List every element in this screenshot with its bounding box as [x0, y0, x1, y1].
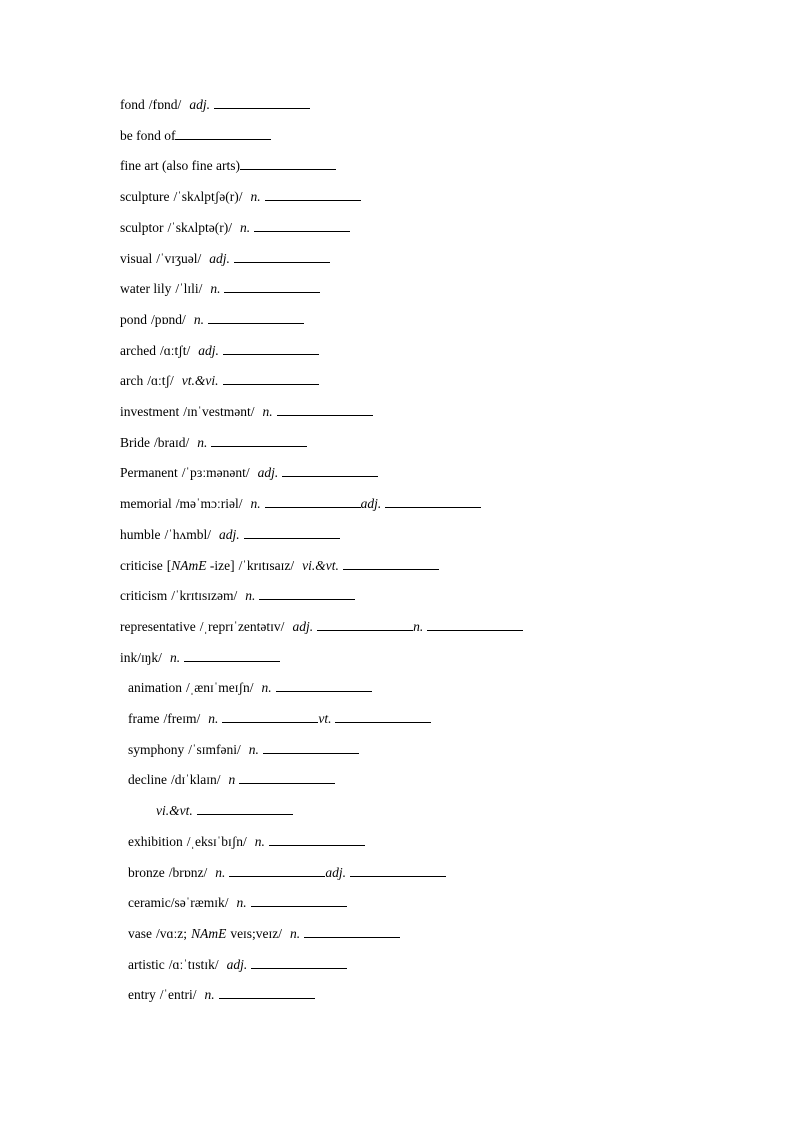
- phonetic: /ɑːˈtɪstɪk/: [168, 956, 219, 972]
- vocab-line: [148, 802, 293, 820]
- phonetic: /freɪm/: [163, 711, 201, 726]
- vocab-line: [120, 618, 523, 636]
- answer-blank[interactable]: [343, 557, 439, 570]
- part-of-speech: n.: [261, 680, 272, 696]
- part-of-speech: adj.: [189, 97, 210, 112]
- vocab-word: ceramic/səˈræmɪk/: [128, 895, 229, 911]
- phonetic: /ˈkrɪtɪsaɪz/: [238, 557, 295, 573]
- vocab-word: arch: [120, 373, 144, 389]
- part-of-speech: n.: [254, 833, 265, 849]
- answer-blank[interactable]: [251, 894, 347, 907]
- phonetic: /braɪd/: [154, 434, 190, 450]
- vocab-line: [120, 188, 361, 206]
- answer-blank[interactable]: [304, 925, 400, 938]
- vocab-word: bronze: [128, 864, 165, 880]
- answer-blank[interactable]: [251, 956, 347, 969]
- answer-blank[interactable]: [223, 372, 319, 385]
- vocab-line: [120, 127, 271, 145]
- phonetic: /məˈmɔːriəl/: [175, 496, 243, 512]
- answer-blank[interactable]: [208, 311, 304, 324]
- vocab-word: frame: [128, 711, 160, 726]
- phonetic: /ˌænɪˈmeɪʃn/: [186, 680, 254, 696]
- vocab-word: be fond of: [120, 127, 176, 143]
- answer-blank[interactable]: [350, 864, 446, 877]
- vocab-word: Permanent: [120, 465, 178, 481]
- answer-blank[interactable]: [269, 833, 365, 846]
- phonetic: /ˈvɪʒuəl/: [156, 250, 202, 266]
- vocab-line: [128, 833, 365, 851]
- part-of-speech: n.: [250, 496, 261, 512]
- vocab-note: -ize]: [206, 557, 235, 573]
- part-of-speech: n.: [262, 404, 273, 419]
- vocab-note-italic: NAmE: [171, 557, 207, 573]
- part-of-speech: vi.&vt.: [156, 803, 193, 819]
- phonetic: /ˌreprɪˈzentətɪv/: [199, 618, 285, 634]
- answer-blank[interactable]: [254, 219, 350, 232]
- answer-blank[interactable]: [427, 618, 523, 631]
- phonetic: /ˈskʌlptə(r)/: [167, 219, 232, 235]
- answer-blank[interactable]: [222, 710, 318, 723]
- part-of-speech: n.: [239, 219, 251, 235]
- phonetic: /ˈsɪmfəni/: [188, 741, 241, 757]
- phonetic: /dɪˈklaɪn/: [170, 772, 221, 788]
- vocab-word: symphony: [128, 741, 185, 757]
- answer-blank[interactable]: [277, 403, 373, 416]
- part-of-speech: n: [228, 772, 236, 788]
- vocab-note-italic: NAmE: [191, 925, 227, 941]
- vocab-line: [120, 434, 307, 452]
- answer-blank[interactable]: [223, 342, 319, 355]
- answer-blank[interactable]: [276, 679, 372, 692]
- vocab-word: animation: [128, 680, 182, 696]
- answer-blank[interactable]: [265, 495, 361, 508]
- vocab-line: [128, 679, 372, 697]
- vocab-word: arched: [120, 342, 156, 358]
- vocab-word: decline: [128, 772, 167, 788]
- part-of-speech: n.: [245, 588, 256, 604]
- vocab-line: [120, 649, 280, 667]
- answer-blank[interactable]: [224, 280, 320, 293]
- vocab-word: water lily: [120, 281, 172, 297]
- part-of-speech: n.: [215, 864, 226, 880]
- answer-blank[interactable]: [265, 188, 361, 201]
- answer-blank[interactable]: [335, 710, 431, 723]
- answer-blank[interactable]: [214, 96, 310, 109]
- part-of-speech: n.: [197, 434, 208, 450]
- vocab-line: [128, 925, 400, 943]
- answer-blank[interactable]: [234, 250, 330, 263]
- answer-blank[interactable]: [263, 741, 359, 754]
- phonetic: veɪs;veɪz/: [230, 925, 283, 941]
- vocab-word: exhibition: [128, 833, 183, 849]
- vocab-line: [120, 280, 320, 298]
- vocab-word: memorial: [120, 496, 172, 512]
- vocab-word: vase: [128, 925, 152, 941]
- vocab-word: fond: [120, 97, 145, 112]
- part-of-speech: vi.&vt.: [302, 557, 339, 573]
- vocab-word: representative: [120, 618, 196, 634]
- part-of-speech: adj.: [198, 342, 219, 358]
- vocab-note: [: [166, 557, 172, 573]
- phonetic: /ˈpɜːmənənt/: [181, 465, 250, 481]
- vocab-line: [120, 219, 350, 237]
- answer-blank[interactable]: [175, 127, 271, 140]
- phonetic: /ˈskʌlptʃə(r)/: [173, 189, 243, 205]
- part-of-speech: adj.: [325, 864, 347, 880]
- answer-blank[interactable]: [317, 618, 413, 631]
- vocab-word: entry: [128, 987, 156, 1003]
- vocab-line: [120, 464, 378, 482]
- answer-blank[interactable]: [239, 771, 335, 784]
- phonetic: /ˌeksɪˈbɪʃn/: [186, 833, 247, 849]
- vocab-word: ink/ɪŋk/: [120, 649, 162, 665]
- part-of-speech: n.: [236, 895, 247, 911]
- vocab-word: fine art (also fine arts): [120, 158, 240, 174]
- part-of-speech: adj.: [360, 496, 382, 512]
- answer-blank[interactable]: [385, 495, 481, 508]
- phonetic: /fɒnd/: [148, 97, 182, 112]
- phonetic: /ɑːtʃ/: [147, 373, 174, 389]
- vocab-line: [120, 96, 310, 114]
- vocab-word: investment: [120, 404, 180, 419]
- vocab-line: [120, 342, 319, 360]
- part-of-speech: n.: [413, 618, 424, 634]
- vocab-word: sculptor: [120, 219, 164, 235]
- part-of-speech: adj.: [219, 526, 240, 542]
- part-of-speech: adj.: [226, 956, 248, 972]
- answer-blank[interactable]: [197, 802, 293, 815]
- answer-blank[interactable]: [244, 526, 340, 539]
- vocab-line: [128, 771, 335, 789]
- vocab-line: [128, 710, 431, 728]
- phonetic: /ɪnˈvestmənt/: [183, 404, 255, 419]
- part-of-speech: n.: [250, 189, 261, 205]
- vocab-line: [128, 986, 315, 1004]
- answer-blank[interactable]: [282, 464, 378, 477]
- vocab-word: sculpture: [120, 189, 170, 205]
- phonetic: /ˈlɪli/: [175, 281, 203, 297]
- phonetic: /ˈhʌmbl/: [164, 526, 211, 542]
- phonetic: /ˈkrɪtɪsɪzəm/: [171, 588, 238, 604]
- vocab-line: [120, 526, 340, 544]
- vocab-line: [128, 894, 347, 912]
- phonetic: /ˈentri/: [159, 987, 197, 1003]
- part-of-speech: adj.: [209, 250, 230, 266]
- part-of-speech: vt.&vi.: [181, 373, 219, 389]
- vocab-line: [120, 587, 355, 605]
- part-of-speech: n.: [169, 649, 181, 665]
- part-of-speech: vt.: [318, 711, 332, 726]
- vocab-word: artistic: [128, 956, 165, 972]
- vocab-line: [120, 403, 373, 421]
- part-of-speech: n.: [193, 311, 204, 327]
- part-of-speech: adj.: [257, 465, 279, 481]
- answer-blank[interactable]: [240, 157, 336, 170]
- part-of-speech: n.: [208, 711, 219, 726]
- vocab-word: criticism: [120, 588, 168, 604]
- answer-blank[interactable]: [219, 986, 315, 999]
- phonetic: /ɑːtʃt/: [159, 342, 191, 358]
- phonetic: /brɒnz/: [168, 864, 208, 880]
- vocab-line: [128, 956, 347, 974]
- vocab-line: [120, 557, 439, 575]
- part-of-speech: n.: [290, 925, 301, 941]
- vocab-line: [128, 741, 359, 759]
- vocab-line: [120, 250, 330, 268]
- vocab-word: Bride: [120, 434, 150, 450]
- vocab-line: [120, 495, 481, 513]
- vocab-line: [120, 372, 319, 390]
- answer-blank[interactable]: [211, 434, 307, 447]
- vocab-line: [128, 864, 446, 882]
- vocab-line: [120, 157, 336, 175]
- part-of-speech: n.: [210, 281, 221, 297]
- vocab-word: criticise: [120, 557, 163, 573]
- phonetic: /vɑːz;: [156, 925, 188, 941]
- part-of-speech: n.: [204, 987, 215, 1003]
- answer-blank[interactable]: [229, 864, 325, 877]
- answer-blank[interactable]: [259, 587, 355, 600]
- vocab-word: humble: [120, 526, 161, 542]
- vocab-word: visual: [120, 250, 153, 266]
- vocab-word: pond: [120, 311, 147, 327]
- part-of-speech: n.: [248, 741, 259, 757]
- part-of-speech: adj.: [292, 618, 314, 634]
- vocab-line: [120, 311, 304, 329]
- answer-blank[interactable]: [184, 649, 280, 662]
- phonetic: /pɒnd/: [151, 311, 186, 327]
